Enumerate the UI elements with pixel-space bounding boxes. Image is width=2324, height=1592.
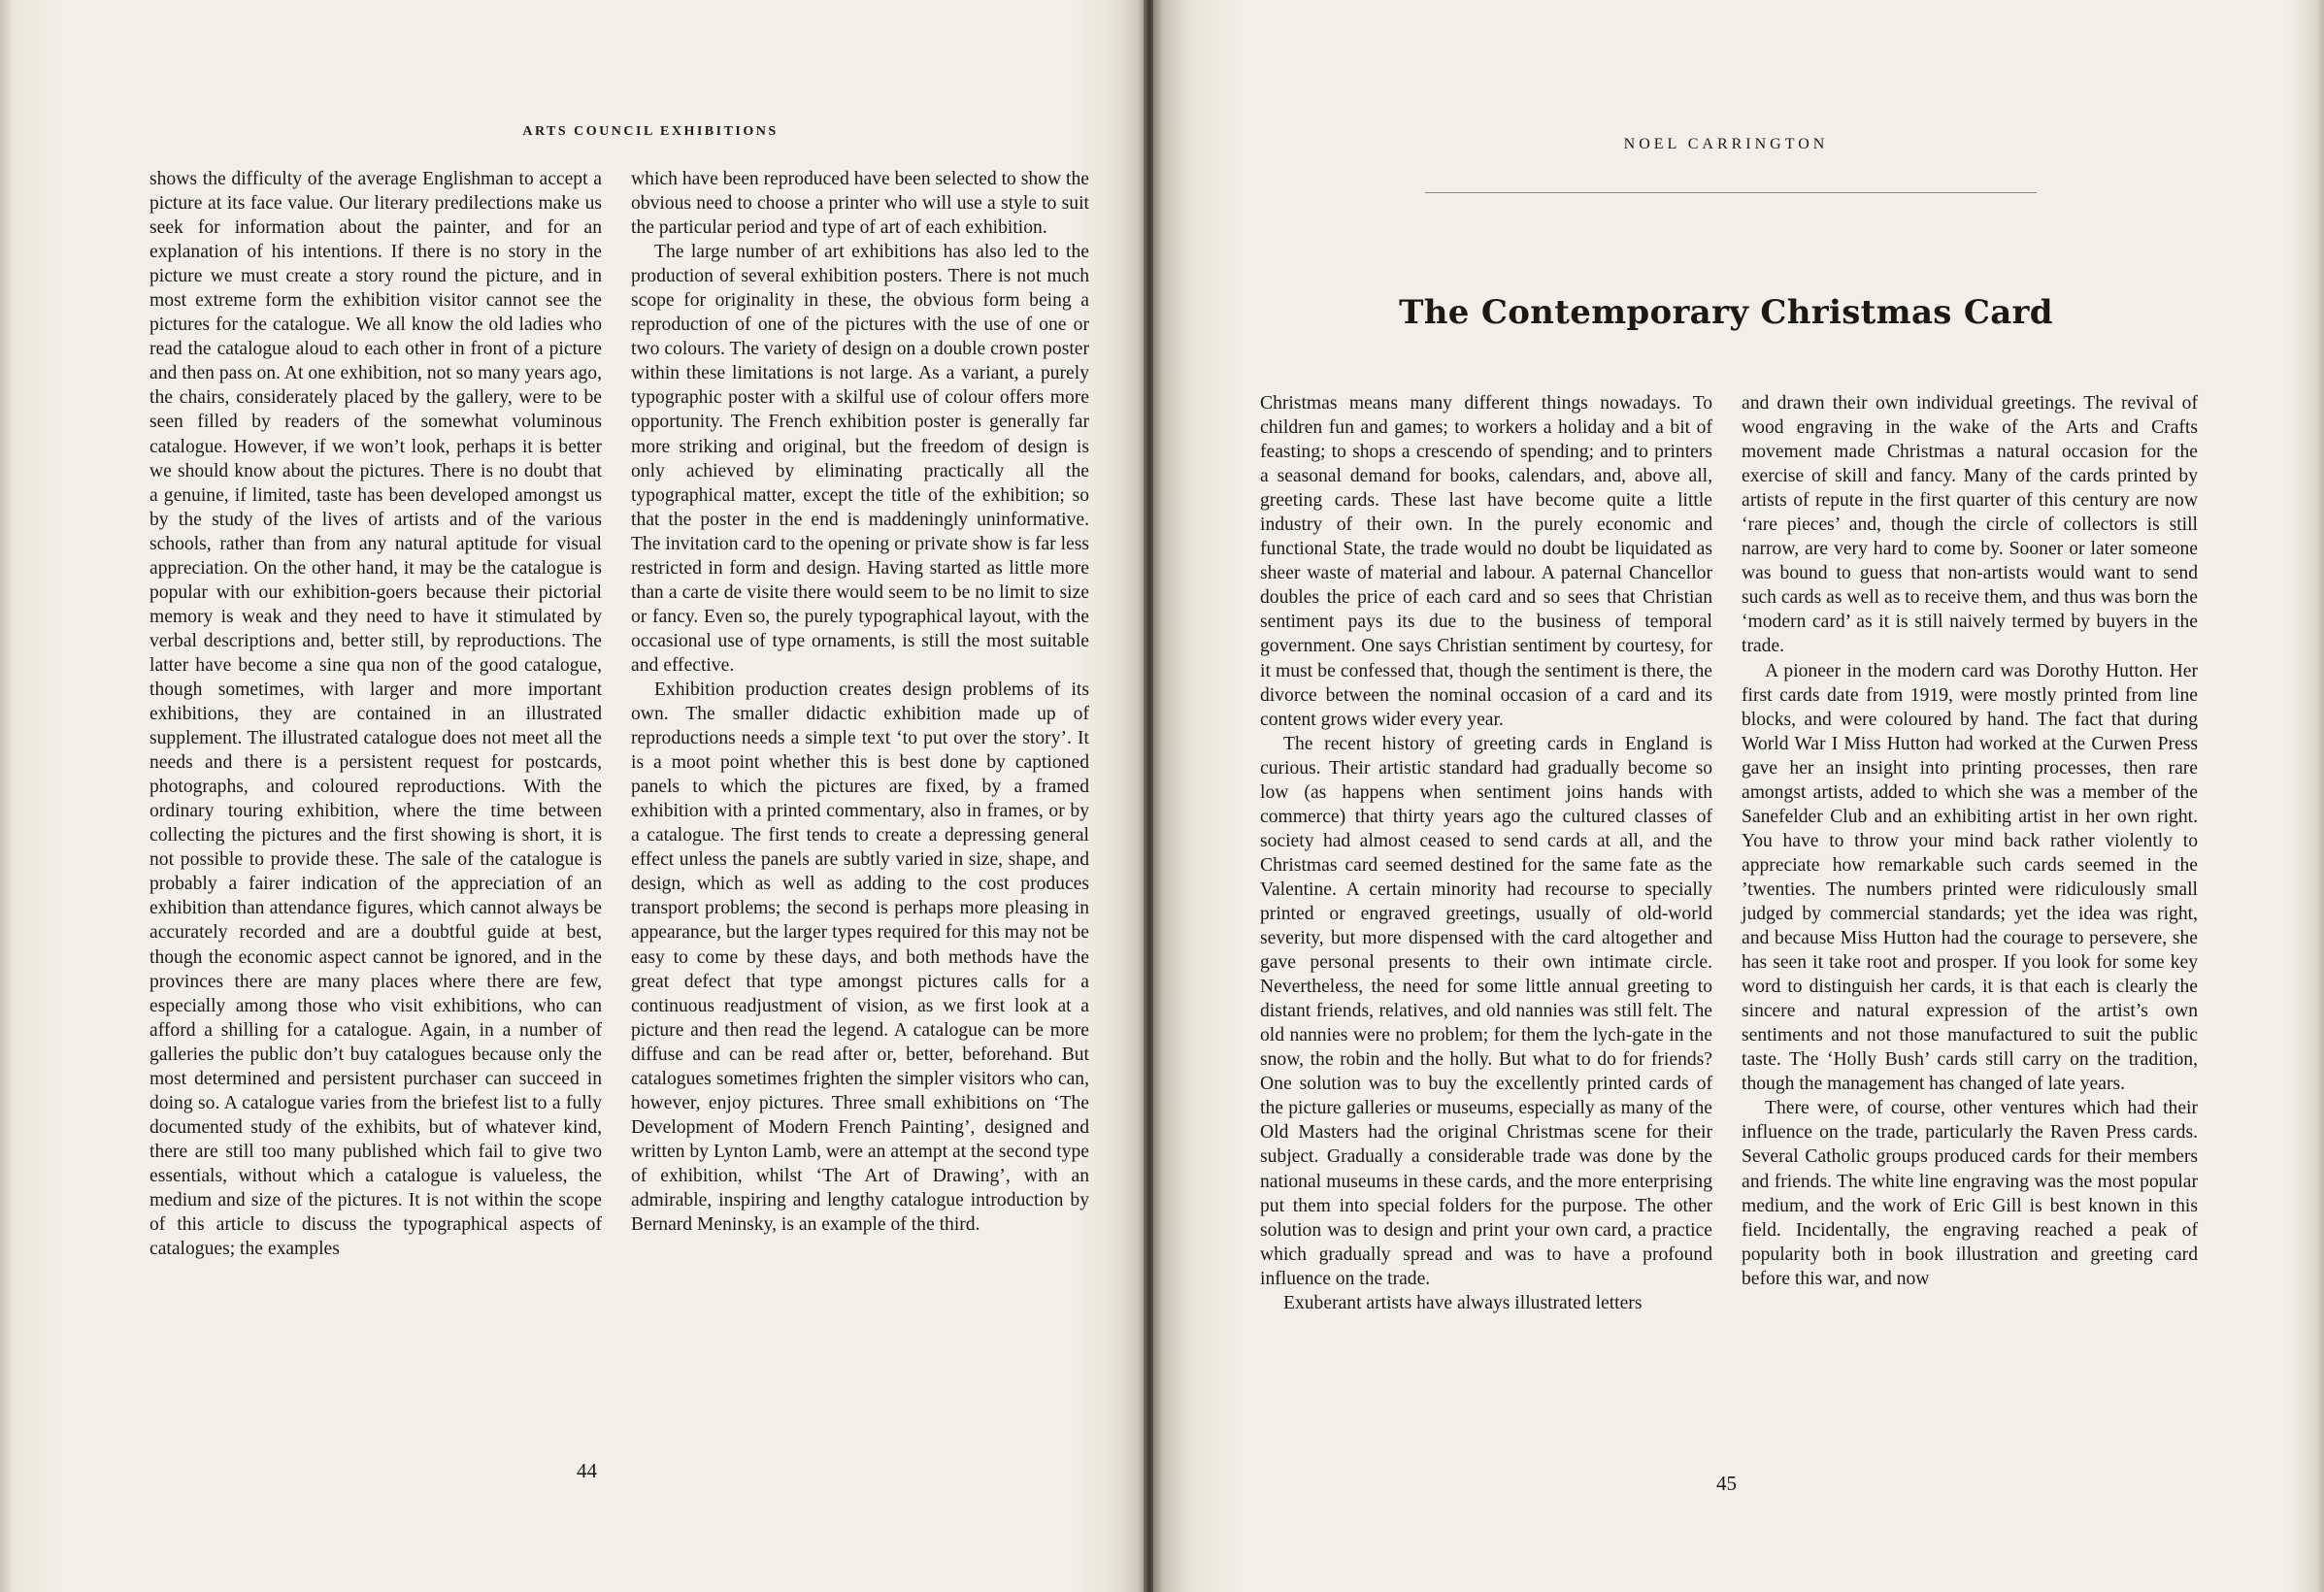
paragraph: and drawn their own individual greetings. The revival of wood engraving in the wake of the Arts and Crafts movement made Christmas a natural occasion for the exercise of skill and fancy. Many of the cards printed by artists of repute in the first quarter of this century are now ‘rare pieces’ and, though the circle of collectors is still narrow, are very hard to come by. Sooner or later someone was bound to guess that non-artists would want to send such cards as well as to receive them, and thus was born the ‘modern card’ as it is still naively termed by buyers in the trade. xyxy=(1742,393,2198,657)
right-page xyxy=(1153,0,2324,1592)
article-title: The Contemporary Christmas Card xyxy=(1399,293,2053,332)
paragraph: which have been reproduced have been selected to show the obvious need to choose a printer who will use a style to suit the particular period and type of art of each exhibition. xyxy=(631,169,1089,239)
paragraph: The large number of art exhibitions has also led to the production of several exhibition posters. There is not much scope for originality in these, the obvious form being a reproduction of one of the pictures with the use of one or two colours. The variety of design on a double crown poster within these limitations is not large. As a variant, a purely typographic poster with a skilful use of colour offers more opportunity. The French exhibition poster is generally far more striking and original, but the freedom of design is only achieved by eliminating practically all the typographical matter, except the title of the exhibition; so that the poster in the end is maddeningly uninformative. The invitation card to the opening or private show is far less restricted in form and design. Having started as little more than a carte de visite there would seem to be no limit to size or fancy. Even so, the purely typographical layout, with the occasional use of type ornaments, is still the most suitable and effective. xyxy=(631,242,1089,676)
running-head: NOEL CARRINGTON xyxy=(1623,136,1829,152)
page-number: 44 xyxy=(577,1459,597,1482)
paragraph: There were, of course, other ventures which had their influence on the trade, particularly the Raven Press cards. Several Catholic groups produced cards for their members and friends. The white line engraving was the most popular medium, and the work of Eric Gill is best known in this field. Incidentally, the engraving reached a peak of popularity both in book illustration and greeting card before this war, and now xyxy=(1742,1098,2198,1289)
paragraph: The recent history of greeting cards in England is curious. Their artistic standard had gradually become so low (as happens when sentiment joins hands with commerce) that thirty years ago the cultured classes of society had almost ceased to send cards at all, and the Christmas card seemed destined for the same fate as the Valentine. A certain minority had recourse to specially printed or engraved greetings, usually of old-world severity, but more dispensed with the card altogether and gave personal presents to their own intimate circle. Nevertheless, the need for some little annual greeting to distant friends, relatives, and old nannies was still felt. The old nannies were no problem; for them the lych-gate in the snow, the robin and the holly. But what to do for friends? One solution was to buy the excellently printed cards of the picture galleries or museums, especially as many of the Old Masters had the original Christmas scene for their subject. Gradually a considerable trade was done by the national museums in these cards, and the more enterprising put them into special folders for the purpose. The other solution was to design and print your own card, a practice which gradually spread and was to have a profound influence on the trade. xyxy=(1260,733,1712,1289)
paragraph: Exuberant artists have always illustrated letters xyxy=(1283,1292,1643,1313)
text-column-1 xyxy=(149,167,602,1261)
running-head: ARTS COUNCIL EXHIBITIONS xyxy=(522,124,779,139)
page-number: 45 xyxy=(1716,1472,1737,1495)
paragraph: shows the difficulty of the average Englishman to accept a picture at its face value. Our literary predilections make us seek for information about the painter, and for an explanation of his intentions. If there is no story in the picture we must create a story round the picture, and in most extreme form the exhibition visitor cannot see the pictures for the catalogue. We all know the old ladies who read the catalogue aloud to each other in front of a picture and then pass on. At one exhibition, not so many years ago, the chairs, considerately placed by the gallery, were to be seen filled by readers of the somewhat voluminous catalogue. However, if we won’t look, perhaps it is better we should know about the pictures. There is no doubt that a genuine, if limited, taste has been developed amongst us by the study of the lives of artists and of the various schools, rather than from any natural aptitude for visual appreciation. On the other hand, it may be the catalogue is popular with our exhibition-goers because their pictorial memory is weak and they need to have it stimulated by verbal descriptions and, better still, by reproductions. The latter have become a sine qua non of the good catalogue, though sometimes, with larger and more important exhibitions, they are contained in an illustrated supplement. The illustrated catalogue does not meet all the needs and there is a persistent request for postcards, photographs, and coloured reproductions. With the ordinary touring exhibition, where the time between collecting the pictures and the first showing is short, it is not possible to provide these. The sale of the catalogue is probably a fairer indication of the appreciation of an exhibition than attendance figures, which cannot always be accurately recorded and are a doubtful guide at best, though the economic aspect cannot be ignored, and in the provinces there are many places where there are few, especially among those who visit exhibitions, who can afford a shilling for a catalogue. Again, in a number of galleries the public don’t buy catalogues because only the most determined and persistent purchaser can succeed in doing so. A catalogue varies from the briefest list to a fully documented study of the exhibits, but of whatever kind, there are still too many published which fail to give two essentials, without which a catalogue is valueless, the medium and size of the pictures. It is not within the scope of this article to discuss the typographical aspects of catalogues; the examples xyxy=(149,169,602,1260)
header-rule xyxy=(1425,192,2037,193)
text-column-2 xyxy=(631,167,1089,1237)
text-column-1 xyxy=(1260,391,1712,1315)
paragraph: Christmas means many different things nowadays. To children fun and games; to workers a holiday and a bit of feasting; to shops a crescendo of spending; and to printers a seasonal demand for books, calendars, and, above all, greeting cards. These last have become quite a little industry of their own. In the purely economic and functional State, the trade would no doubt be liquidated as sheer waste of material and labour. A paternal Chancellor doubles the price of each card and so sees that Christian sentiment pays its due to the business of temporal government. One says Christian sentiment by courtesy, for it must be confessed that, though the sentiment is there, the divorce between the nominal occasion of a card and its content grows wider every year. xyxy=(1260,393,1712,730)
paragraph: Exhibition production creates design problems of its own. The smaller didactic exhibition made up of reproductions needs a simple text ‘to put over the story’. It is a moot point whether this is best done by captioned panels to which the pictures are fixed, by a framed exhibition with a printed commentary, also in frames, or by a catalogue. The first tends to create a depressing general effect unless the panels are subtly varied in size, shape, and design, which as well as adding to the cost produces transport problems; the second is perhaps more pleasing in appearance, but the larger types required for this may not be easy to come by these days, and both methods have the great defect that type amongst pictures calls for a continuous readjustment of vision, as we first look at a picture and then read the legend. A catalogue can be more diffuse and can be read after or, better, beforehand. But catalogues sometimes frighten the simpler visitors who can, however, enjoy pictures. Three small exhibitions on ‘The Development of Modern French Painting’, designed and written by Lynton Lamb, were an attempt at the second type of exhibition, whilst ‘The Art of Drawing’, with an admirable, inspiring and lengthy catalogue introduction by Bernard Meninsky, is an example of the third. xyxy=(631,679,1089,1236)
text-column-2 xyxy=(1742,391,2198,1291)
paragraph: A pioneer in the modern card was Dorothy Hutton. Her first cards date from 1919, were mostly printed from line blocks, and were coloured by hand. The fact that during World War I Miss Hutton had worked at the Curwen Press gave her an insight into printing processes, then rare amongst artists, added to which she was a member of the Sanefelder Club and an exhibiting artist in her own right. You have to throw your mind back rather violently to appreciate how remarkable such cards seemed in the ’twenties. The numbers printed were ridiculously small judged by commercial standards; yet the idea was right, and because Miss Hutton had the courage to persevere, she has seen it take root and prosper. If you look for some key word to distinguish her cards, it is that each is clearly the sincere and natural expression of the artist’s own sentiments and not those manufactured to suit the public taste. The ‘Holly Bush’ cards still carry on the tradition, though the management has changed of late years. xyxy=(1742,660,2198,1095)
left-page xyxy=(0,0,1145,1592)
